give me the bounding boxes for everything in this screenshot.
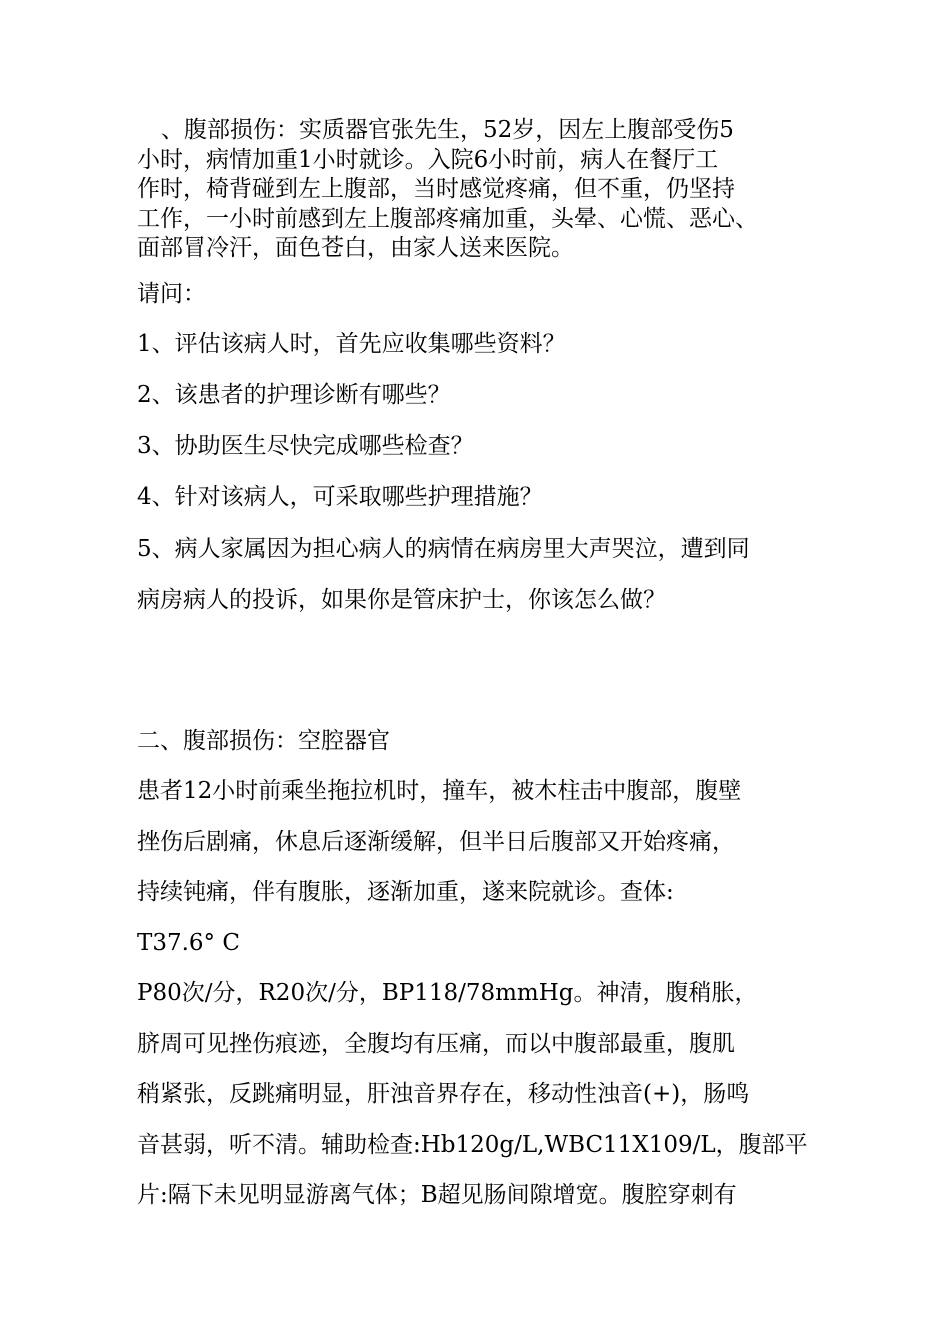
question-2: 2、该患者的护理诊断有哪些？ [137,381,451,408]
case-two-section [137,722,817,1221]
question-4: 4、针对该病人，可采取哪些护理措施？ [137,483,543,510]
case-two-line-2: 挫伤后剧痛，休息后逐渐缓解，但半日后腹部又开始疼痛， [137,828,735,855]
case-two-line-8: 音甚弱，听不清。辅助检查:Hb120g/L,WBC11X109/L，腹部平 [137,1131,808,1158]
case-two-title: 二、腹部损伤：空腔器官 [137,728,390,754]
case-one-section [137,116,817,626]
case-two-line-9: 片:隔下未见明显游离气体；B超见肠间隙增宽。腹腔穿刺有 [137,1182,737,1208]
intro-line-5: 面部冒冷汗，面色苍白，由家人送来医院。 [137,235,574,261]
case-two-line-1: 患者12小时前乘坐拖拉机时，撞车，被木柱击中腹部，腹壁 [137,778,742,804]
intro-line-2: 小时，病情加重1小时就诊。入院6小时前，病人在餐厅工 [137,146,719,173]
intro-line-3: 作时，椅背碰到左上腹部，当时感觉疼痛，但不重，仍坚持 [137,176,735,202]
question-5-line-2: 病房病人的投诉，如果你是管床护士，你该怎么做？ [137,586,666,613]
question-1: 1、评估该病人时，首先应收集哪些资料？ [137,330,566,357]
case-two-line-6: 脐周可见挫伤痕迹，全腹均有压痛，而以中腹部最重，腹肌 [137,1030,735,1057]
question-5-line-1: 5、病人家属因为担心病人的病情在病房里大声哭泣，遭到同 [137,535,750,562]
ask-label: 请问： [137,280,206,307]
intro-line-4: 工作，一小时前感到左上腹部疼痛加重，头晕、心慌、恶心、 [137,205,758,232]
case-two-line-7: 稍紧张，反跳痛明显，肝浊音界存在，移动性浊音(+)，肠鸣 [137,1081,750,1107]
intro-line-1: 、腹部损伤：实质器官张先生，52岁，因左上腹部受伤5 [161,117,734,143]
case-two-line-4: T37.6° C [137,929,240,956]
case-two-line-3: 持续钝痛，伴有腹胀，逐渐加重，遂来院就诊。查体: [137,879,674,905]
case-two-line-5: P80次/分，R20次/分，BP118/78mmHg。神清，腹稍胀， [137,980,758,1006]
case-one-intro [137,116,817,264]
question-3: 3、协助医生尽快完成哪些检查？ [137,432,474,459]
question-5 [137,524,817,626]
